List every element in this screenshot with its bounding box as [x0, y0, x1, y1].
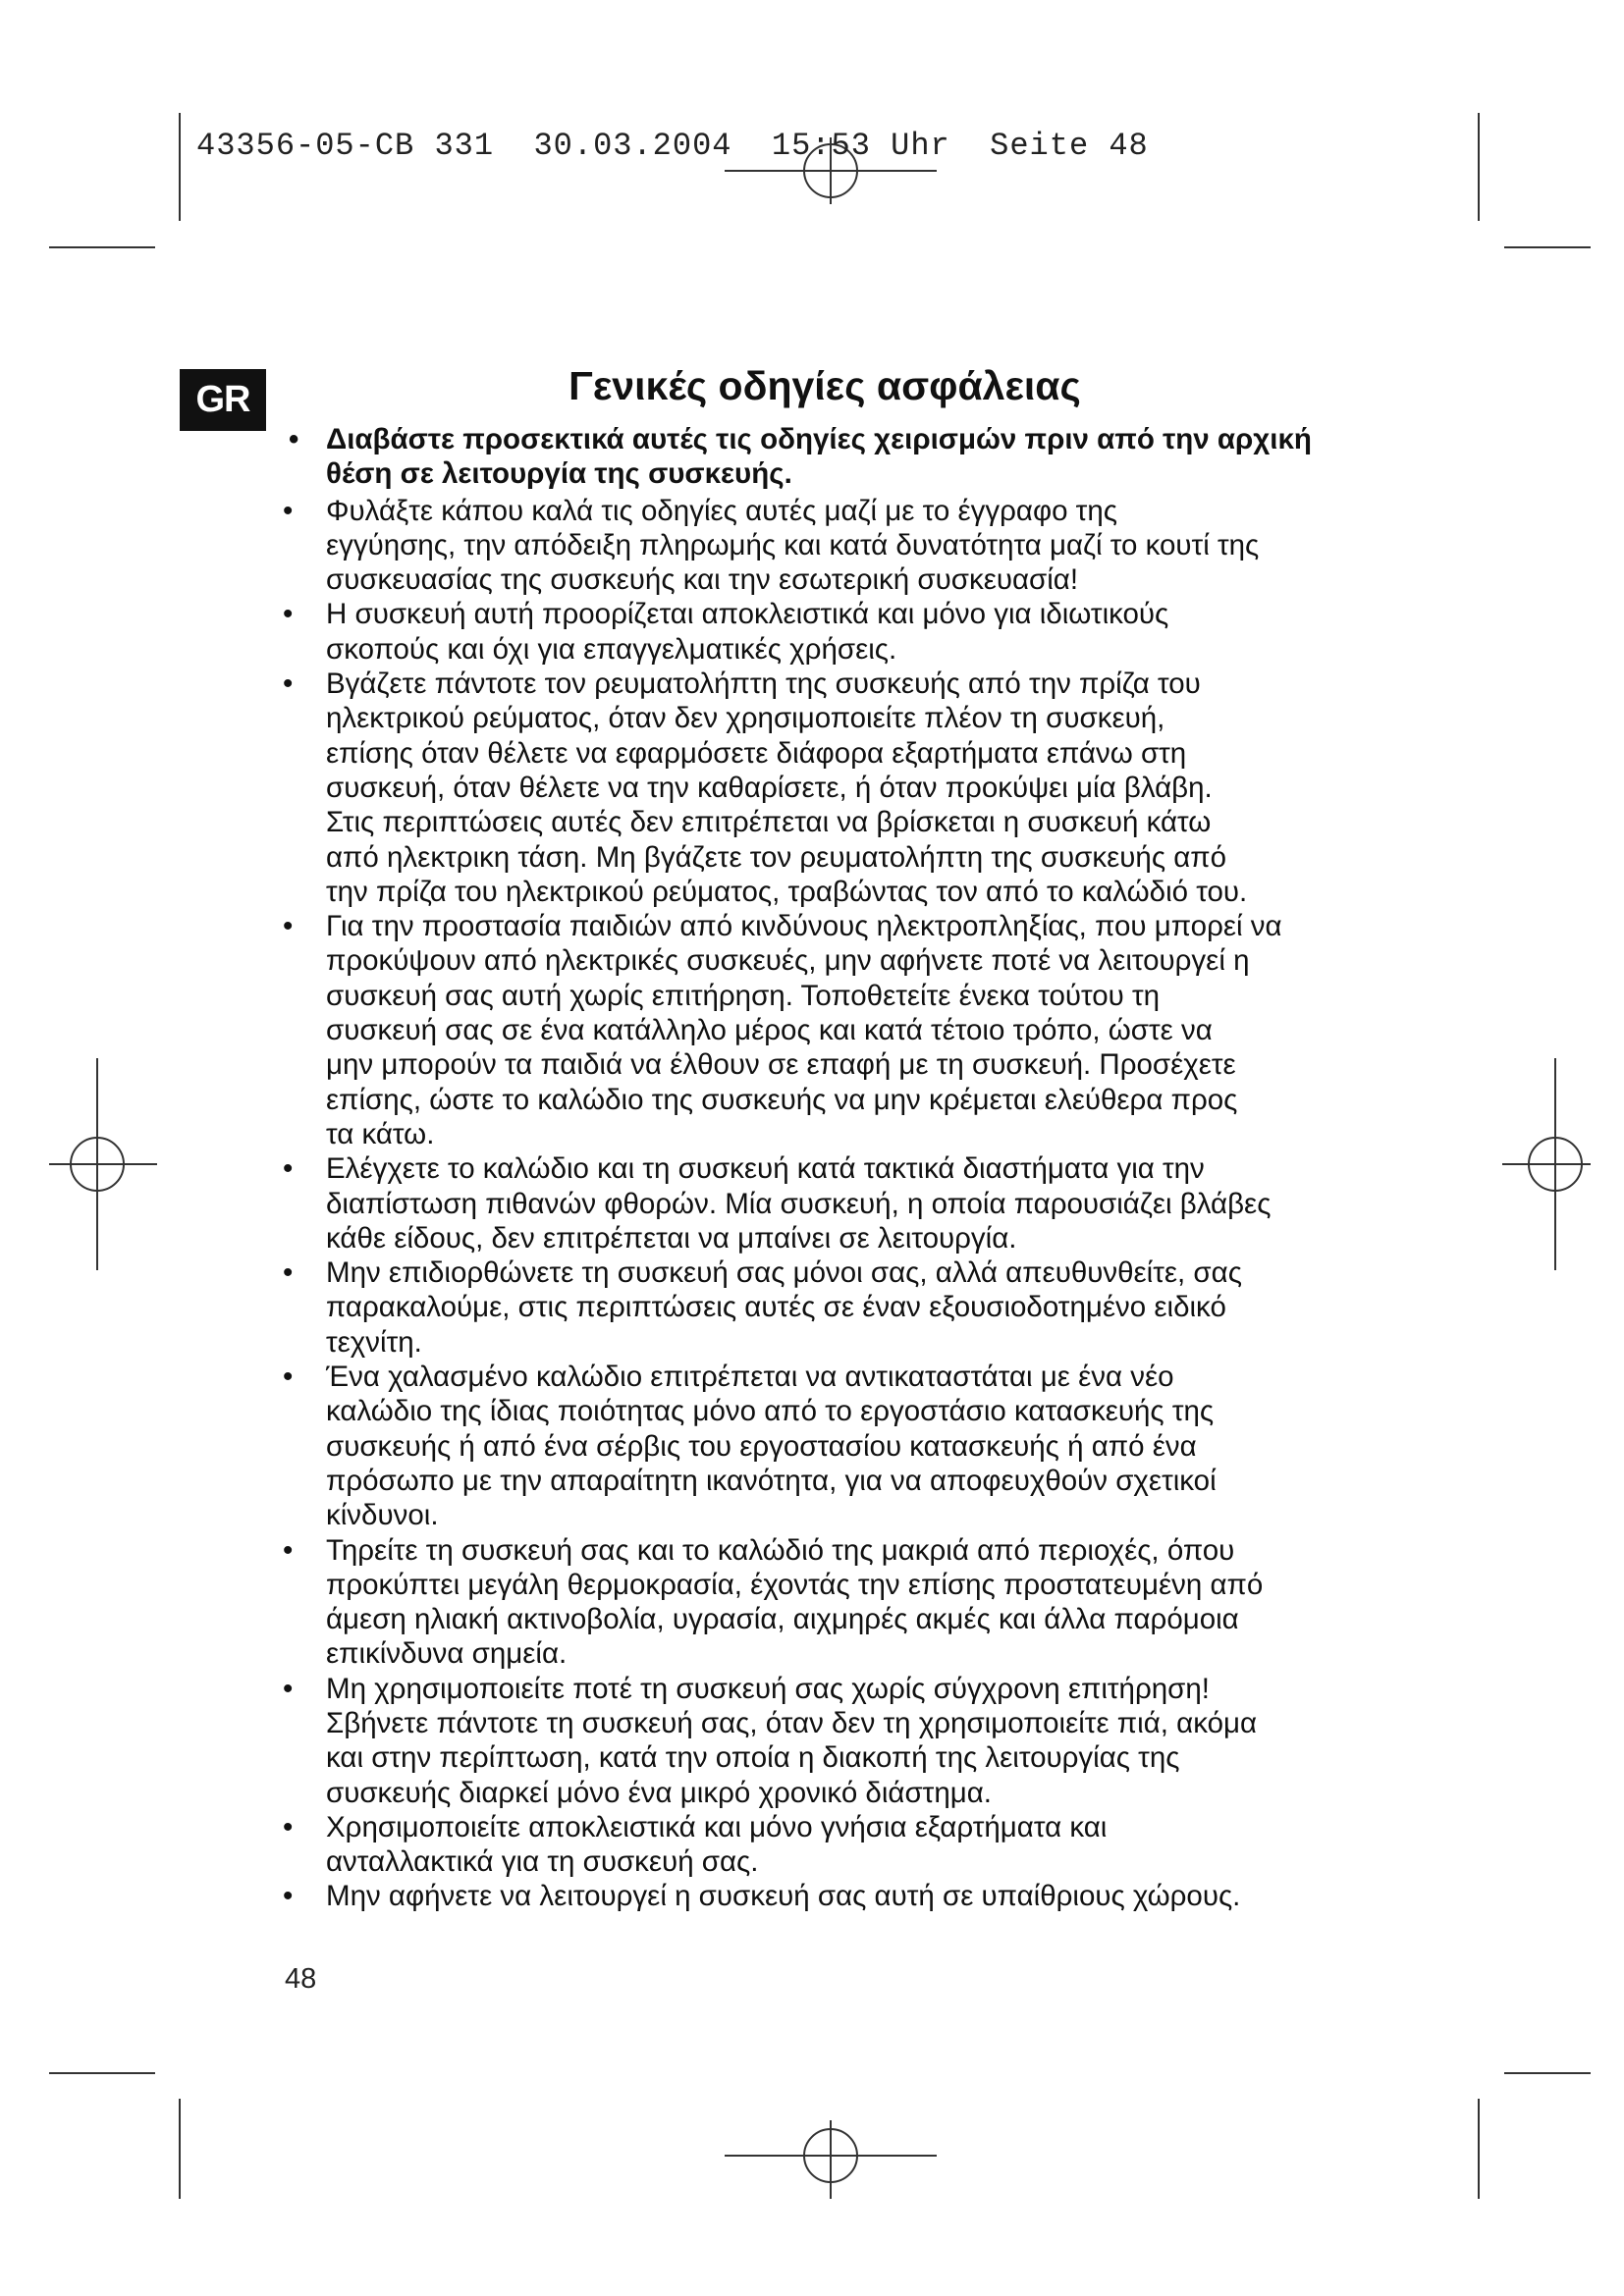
language-tab: GR	[180, 369, 266, 431]
page-title: Γενικές οδηγίες ασφάλειας	[568, 363, 1081, 408]
list-item-text: Μην επιδιορθώνετε τη συσκευή σας μόνοι σας, αλλά απευθυνθείτε, σας παρακαλούμε, στις περιπτώσεις αυτές σε έναν εξουσιοδοτημένο ειδικό τεχνίτη.	[326, 1256, 1242, 1359]
registration-mark-bottom	[725, 2120, 937, 2199]
bullet-icon: •	[283, 1361, 294, 1394]
print-header-job: 43356-05-CB 331	[196, 128, 495, 164]
print-header-date: 30.03.2004	[533, 128, 732, 164]
list-item	[283, 909, 1392, 1151]
list-item	[283, 1879, 1392, 1913]
bullet-icon: •	[283, 910, 294, 943]
list-item	[283, 1672, 1392, 1810]
bullet-icon: •	[283, 667, 294, 701]
print-header-page: Seite 48	[990, 128, 1149, 164]
list-item-text: Φυλάξτε κάπου καλά τις οδηγίες αυτές μαζί με το έγγραφο της εγγύησης, την απόδειξη πληρωμής και κατά δυνατότητα μαζί το κουτί της συσκευασίας της συσκευής και την εσωτερική συσκευασία!	[326, 494, 1260, 597]
bullet-icon: •	[283, 1672, 294, 1705]
safety-instructions-list	[283, 422, 1392, 1914]
bullet-icon: •	[283, 598, 294, 631]
list-item	[283, 1151, 1392, 1255]
list-item-text: Βγάζετε πάντοτε τον ρευματολήπτη της συσκευής από την πρίζα του ηλεκτρικού ρεύματος, όταν δεν χρησιμοποιείτε πλέον τη συσκευή, επίσης όταν θέλετε να εφαρμόσετε διάφορα εξαρτήματα επάνω στη συσκευή, όταν θέλετε να την καθαρίσετε, ή όταν προκύψει μία βλάβη. Στις περιπτώσεις αυτές δεν επιτρέπεται να βρίσκεται η συσκευή κάτω από ηλεκτρικη τάση. Μη βγάζετε τον ρευματολήπτη της συσκευής από την πρίζα του ηλεκτρικού ρεύματος, τραβώντας τον από το καλώδιό του.	[326, 667, 1248, 908]
list-item	[283, 667, 1392, 909]
intro-text: Διαβάστε προσεκτικά αυτές τις οδηγίες χειρισμών πριν από την αρχική θέση σε λειτουργία της συσκευής.	[326, 423, 1312, 491]
registration-mark-left	[49, 1058, 157, 1270]
list-item	[283, 1533, 1392, 1672]
print-header-time: 15:53 Uhr	[771, 128, 950, 164]
list-item	[283, 1255, 1392, 1360]
list-item-text: Η συσκευή αυτή προορίζεται αποκλειστικά και μόνο για ιδιωτικούς σκοπούς και όχι για επαγγελματικές χρήσεις.	[326, 598, 1169, 666]
bullet-icon: •	[283, 1880, 294, 1913]
list-item-text: Χρησιμοποιείτε αποκλειστικά και μόνο γνήσια εξαρτήματα και ανταλλακτικά για τη συσκευή σας.	[326, 1810, 1108, 1879]
bullet-icon: •	[283, 1256, 294, 1290]
registration-mark-right	[1502, 1058, 1591, 1270]
list-item	[283, 597, 1392, 667]
list-item	[283, 494, 1392, 598]
bullet-icon: •	[283, 494, 294, 527]
list-item-text: Μη χρησιμοποιείτε ποτέ τη συσκευή σας χωρίς σύγχρονη επιτήρηση! Σβήνετε πάντοτε τη συσκευή σας, όταν δεν τη χρησιμοποιείτε πιά, ακόμα και στην περίπτωση, κατά την οποία η διακοπή της λειτουργίας της συσκευής διαρκεί μόνο ένα μικρό χρονικό διάστημα.	[326, 1672, 1258, 1809]
list-item-intro	[283, 422, 1392, 492]
bullet-icon: •	[289, 423, 299, 455]
list-item	[283, 1360, 1392, 1532]
list-item-text: Για την προστασία παιδιών από κινδύνους ηλεκτροπληξίας, που μπορεί να προκύψουν από ηλεκτρικές συσκευές, μην αφήνετε ποτέ να λειτουργεί η συσκευή σας αυτή χωρίς επιτήρηση. Τοποθετείτε ένεκα τούτου τη συσκευή σας σε ένα κατάλληλο μέρος και κατά τέτοιο τρόπο, ώστε να μην μπορούν τα παιδιά να έλθουν σε επαφή με τη συσκευή. Προσέχετε επίσης, ώστε το καλώδιο της συσκευής να μην κρέμεται ελεύθερα προς τα κάτω.	[326, 910, 1282, 1150]
list-item-text: Μην αφήνετε να λειτουργεί η συσκευή σας αυτή σε υπαίθριους χώρους.	[326, 1880, 1241, 1913]
list-item-text: Ελέγχετε το καλώδιο και τη συσκευή κατά τακτικά διαστήματα για την διαπίστωση πιθανών φθορών. Μία συσκευή, η οποία παρουσιάζει βλάβες κάθε είδους, δεν επιτρέπεται να μπαίνει σε λειτουργία.	[326, 1152, 1272, 1255]
list-item-text: Τηρείτε τη συσκευή σας και το καλώδιό της μακριά από περιοχές, όπου προκύπτει μεγάλη θερμοκρασία, έχοντάς την επίσης προστατευμένη από άμεση ηλιακή ακτινοβολία, υγρασία, αιχμηρές ακμές και άλλα παρόμοια επικίνδυνα σημεία.	[326, 1533, 1264, 1671]
bullet-icon: •	[283, 1810, 294, 1843]
page-number: 48	[285, 1963, 317, 1995]
list-item	[283, 1810, 1392, 1880]
bullet-icon: •	[283, 1533, 294, 1567]
list-item-text: Ένα χαλασμένο καλώδιο επιτρέπεται να αντικαταστάται με ένα νέο καλώδιο της ίδιας ποιότητας μόνο από το εργοστάσιο κατασκευής της συσκευής ή από ένα σέρβις του εργοστασίου κατασκευής ή από ένα πρόσωπο με την απαραίτητη ικανότητα, για να αποφευχθούν σχετικοί κίνδυνοι.	[326, 1361, 1217, 1532]
bullet-icon: •	[283, 1152, 294, 1186]
print-header	[196, 128, 1149, 164]
